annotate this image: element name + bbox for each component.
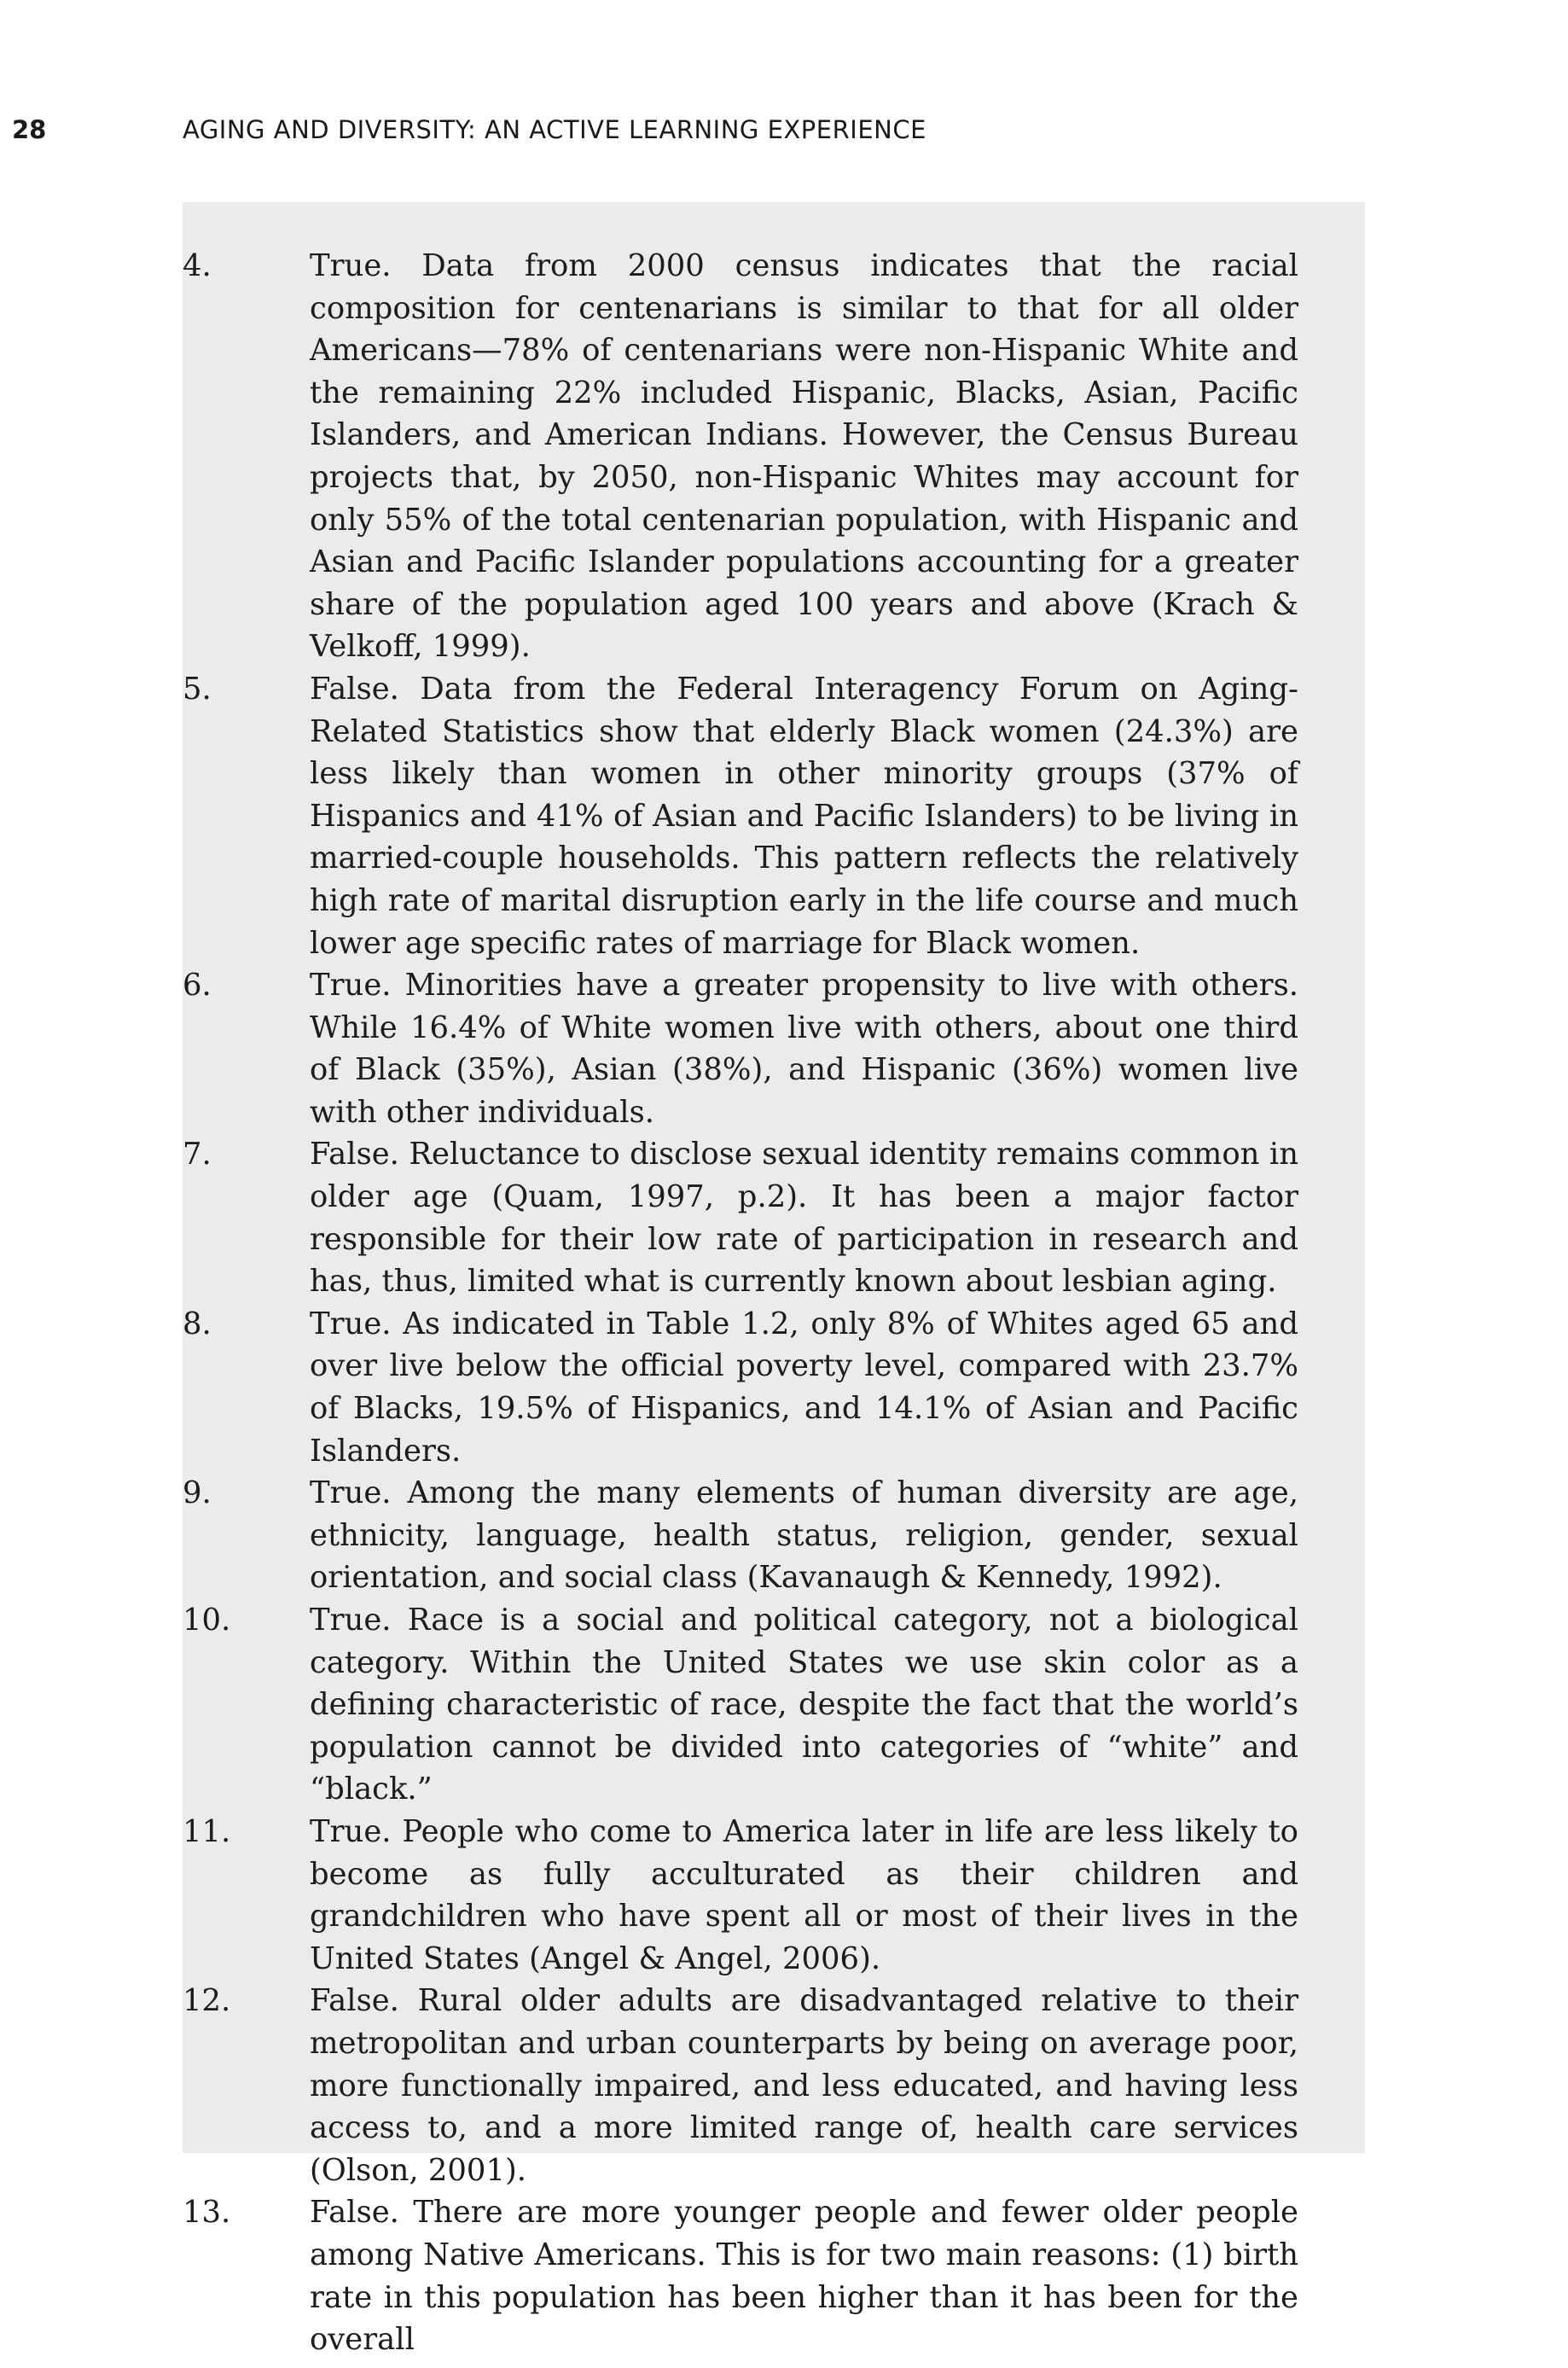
answer-number: 7. bbox=[183, 1137, 212, 1172]
answer-text: True. Minorities have a greater propensity to live with others. While 16.4% of White women live with others, about one third of Black (35%), Asian (38%), and Hispanic (36%) women live with other individuals. bbox=[310, 968, 1298, 1130]
answer-number: 4. bbox=[183, 248, 212, 283]
answer-item bbox=[183, 1303, 1298, 1472]
answer-number: 11. bbox=[183, 1813, 231, 1849]
answer-item bbox=[183, 1472, 1298, 1599]
answer-text: True. Data from 2000 census indicates that the racial composition for centenarians is similar to that for all older Americans—78% of centenarians were non-Hispanic White and the remaining 22% included Hispanic, Blacks, Asian, Pacific Islanders, and American Indians. However, the Census Bureau projects that, by 2050, non-Hispanic Whites may account for only 55% of the total centenarian population, with Hispanic and Asian and Pacific Islander populations accounting for a greater share of the population aged 100 years and above (Krach & Velkoff, 1999). bbox=[310, 248, 1298, 665]
answer-text: True. As indicated in Table 1.2, only 8% of Whites aged 65 and over live below the official poverty level, compared with 23.7% of Blacks, 19.5% of Hispanics, and 14.1% of Asian and Pacific Islanders. bbox=[310, 1306, 1298, 1469]
page-number: 28 bbox=[12, 115, 47, 144]
answer-item bbox=[183, 2191, 1298, 2360]
answer-number: 13. bbox=[183, 2195, 231, 2231]
answer-text: False. There are more younger people and fewer older people among Native Americans. This is for two main reasons: (1) birth rate in this population has been higher than it has been for the overall bbox=[310, 2195, 1298, 2358]
answer-item bbox=[183, 1980, 1298, 2191]
answer-number: 6. bbox=[183, 968, 212, 1004]
answer-item bbox=[183, 964, 1298, 1133]
answer-item bbox=[183, 1599, 1298, 1811]
answer-number: 12. bbox=[183, 1983, 231, 2019]
answer-item bbox=[183, 245, 1298, 668]
running-title: AGING AND DIVERSITY: AN ACTIVE LEARNING EXPERIENCE bbox=[183, 115, 926, 144]
answer-item bbox=[183, 668, 1298, 964]
answer-number: 10. bbox=[183, 1603, 231, 1638]
answer-number: 9. bbox=[183, 1475, 212, 1511]
answer-item bbox=[183, 1133, 1298, 1302]
answer-text: False. Reluctance to disclose sexual identity remains common in older age (Quam, 1997, p.2). It has been a major factor responsible for their low rate of participation in research and has, thus, limited what is currently known about lesbian aging. bbox=[310, 1137, 1298, 1300]
answer-item bbox=[183, 1811, 1298, 1980]
answer-text: True. Among the many elements of human diversity are age, ethnicity, language, health status, religion, gender, sexual orientation, and social class (Kavanaugh & Kennedy, 1992). bbox=[310, 1475, 1298, 1596]
answer-text: False. Rural older adults are disadvantaged relative to their metropolitan and urban counterparts by being on average poor, more functionally impaired, and less educated, and having less access to, and a more limited range of, health care services (Olson, 2001). bbox=[310, 1983, 1298, 2188]
answer-box bbox=[183, 202, 1365, 2358]
answer-text: True. People who come to America later in life are less likely to become as fully acculturated as their children and grandchildren who have spent all or most of their lives in the United States (Angel & Angel, 2006). bbox=[310, 1813, 1298, 1976]
answer-number: 5. bbox=[183, 671, 212, 707]
answer-text: True. Race is a social and political category, not a biological category. Within the United States we use skin color as a defining characteristic of race, despite the fact that the world’s population cannot be divided into categories of “white” and “black.” bbox=[310, 1603, 1298, 1807]
answer-text: False. Data from the Federal Interagency Forum on Aging-Related Statistics show that elderly Black women (24.3%) are less likely than women in other minority groups (37% of Hispanics and 41% of Asian and Pacific Islanders) to be living in married-couple households. This pattern reflects the relatively high rate of marital disruption early in the life course and much lower age specific rates of marriage for Black women. bbox=[310, 671, 1298, 961]
answer-list bbox=[183, 245, 1298, 2361]
running-head bbox=[0, 113, 1568, 147]
answer-number: 8. bbox=[183, 1306, 212, 1341]
